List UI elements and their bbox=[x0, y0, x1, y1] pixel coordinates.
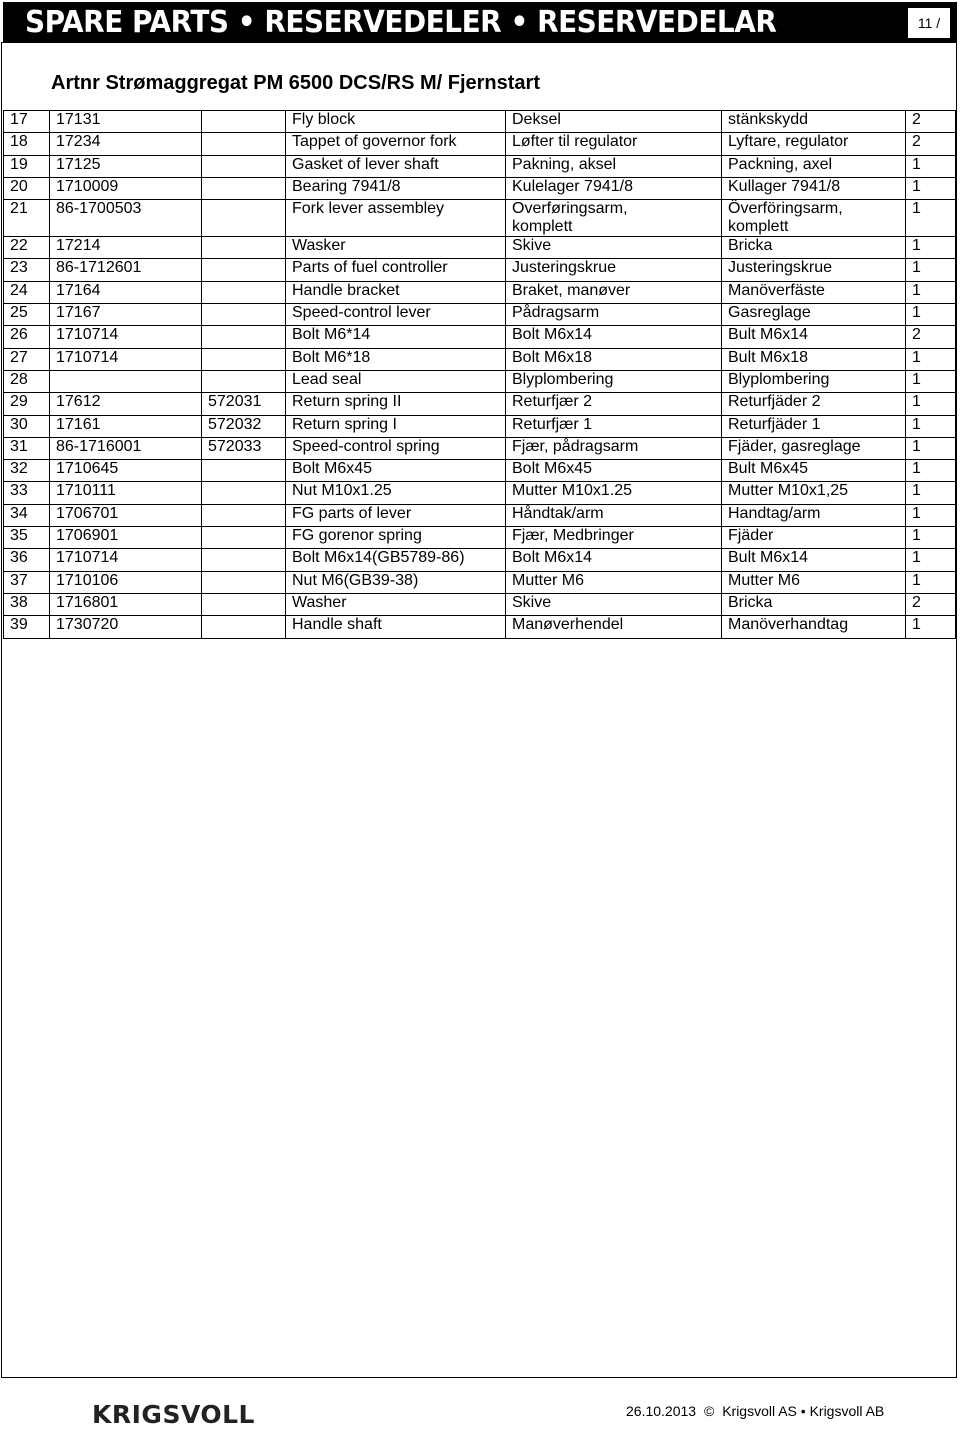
norwegian-cell: Blyplombering bbox=[506, 370, 722, 392]
pos-cell: 39 bbox=[4, 616, 50, 638]
english-cell: Return spring I bbox=[286, 415, 506, 437]
qty-cell: 1 bbox=[906, 259, 956, 281]
english-cell: Handle shaft bbox=[286, 616, 506, 638]
qty-cell: 1 bbox=[906, 571, 956, 593]
pos-cell: 26 bbox=[4, 326, 50, 348]
swedish-cell: Överföringsarm, komplett bbox=[722, 200, 906, 237]
qty-cell: 1 bbox=[906, 304, 956, 326]
artnr-cell: 1730720 bbox=[50, 616, 202, 638]
norwegian-cell: Braket, manøver bbox=[506, 281, 722, 303]
alt-nr-cell: 572031 bbox=[202, 393, 286, 415]
alt-nr-cell bbox=[202, 281, 286, 303]
table-row bbox=[4, 593, 956, 615]
swedish-cell: Blyplombering bbox=[722, 370, 906, 392]
swedish-cell: Bricka bbox=[722, 593, 906, 615]
qty-cell: 1 bbox=[906, 348, 956, 370]
swedish-cell: Manöverfäste bbox=[722, 281, 906, 303]
table-row bbox=[4, 482, 956, 504]
alt-nr-cell bbox=[202, 133, 286, 155]
alt-nr-cell: 572032 bbox=[202, 415, 286, 437]
pos-cell: 28 bbox=[4, 370, 50, 392]
norwegian-cell: Skive bbox=[506, 237, 722, 259]
qty-cell: 1 bbox=[906, 460, 956, 482]
swedish-cell: Fjäder bbox=[722, 527, 906, 549]
krigsvoll-logo bbox=[92, 1399, 255, 1429]
table-row bbox=[4, 326, 956, 348]
artnr-cell: 17125 bbox=[50, 155, 202, 177]
norwegian-cell: Fjær, pådragsarm bbox=[506, 437, 722, 459]
artnr-cell: 1710714 bbox=[50, 348, 202, 370]
english-cell: Tappet of governor fork bbox=[286, 133, 506, 155]
english-cell: Fork lever assembley bbox=[286, 200, 506, 237]
swedish-cell: Kullager 7941/8 bbox=[722, 177, 906, 199]
artnr-cell: 17612 bbox=[50, 393, 202, 415]
table-row bbox=[4, 437, 956, 459]
page-number: 11 / bbox=[907, 7, 951, 39]
swedish-cell: Bult M6x45 bbox=[722, 460, 906, 482]
pos-cell: 30 bbox=[4, 415, 50, 437]
qty-cell: 2 bbox=[906, 326, 956, 348]
alt-nr-cell bbox=[202, 326, 286, 348]
english-cell: Bolt M6*14 bbox=[286, 326, 506, 348]
table-row bbox=[4, 527, 956, 549]
swedish-cell: Mutter M10x1,25 bbox=[722, 482, 906, 504]
norwegian-cell: Håndtak/arm bbox=[506, 504, 722, 526]
norwegian-cell: Manøverhendel bbox=[506, 616, 722, 638]
qty-cell: 1 bbox=[906, 155, 956, 177]
english-cell: Nut M6(GB39-38) bbox=[286, 571, 506, 593]
swedish-cell: Gasreglage bbox=[722, 304, 906, 326]
footer-date: 26.10.2013 bbox=[626, 1403, 697, 1419]
table-row bbox=[4, 415, 956, 437]
pos-cell: 18 bbox=[4, 133, 50, 155]
qty-cell: 1 bbox=[906, 527, 956, 549]
alt-nr-cell bbox=[202, 549, 286, 571]
table-row bbox=[4, 460, 956, 482]
table-row bbox=[4, 133, 956, 155]
alt-nr-cell bbox=[202, 616, 286, 638]
norwegian-cell: Fjær, Medbringer bbox=[506, 527, 722, 549]
norwegian-cell: Løfter til regulator bbox=[506, 133, 722, 155]
qty-cell: 1 bbox=[906, 616, 956, 638]
parts-table-body bbox=[4, 111, 956, 639]
document-title: Artnr Strømaggregat PM 6500 DCS/RS M/ Fjernstart bbox=[51, 72, 540, 94]
qty-cell: 1 bbox=[906, 200, 956, 237]
alt-nr-cell bbox=[202, 370, 286, 392]
english-cell: Washer bbox=[286, 593, 506, 615]
english-cell: FG gorenor spring bbox=[286, 527, 506, 549]
table-row bbox=[4, 616, 956, 638]
norwegian-cell: Pådragsarm bbox=[506, 304, 722, 326]
swedish-cell: Manöverhandtag bbox=[722, 616, 906, 638]
table-row bbox=[4, 200, 956, 237]
alt-nr-cell bbox=[202, 482, 286, 504]
table-row bbox=[4, 348, 956, 370]
pos-cell: 23 bbox=[4, 259, 50, 281]
swedish-cell: stänkskydd bbox=[722, 111, 906, 133]
pos-cell: 31 bbox=[4, 437, 50, 459]
alt-nr-cell bbox=[202, 504, 286, 526]
alt-nr-cell bbox=[202, 593, 286, 615]
artnr-cell: 1710009 bbox=[50, 177, 202, 199]
alt-nr-cell bbox=[202, 304, 286, 326]
alt-nr-cell bbox=[202, 259, 286, 281]
swedish-cell: Packning, axel bbox=[722, 155, 906, 177]
logo-mark-icon bbox=[92, 1399, 255, 1429]
swedish-cell: Justeringskrue bbox=[722, 259, 906, 281]
qty-cell: 2 bbox=[906, 111, 956, 133]
norwegian-cell: Returfjær 1 bbox=[506, 415, 722, 437]
artnr-cell: 86-1712601 bbox=[50, 259, 202, 281]
artnr-cell: 1706901 bbox=[50, 527, 202, 549]
artnr-cell bbox=[50, 370, 202, 392]
qty-cell: 2 bbox=[906, 593, 956, 615]
table-row bbox=[4, 259, 956, 281]
alt-nr-cell: 572033 bbox=[202, 437, 286, 459]
pos-cell: 20 bbox=[4, 177, 50, 199]
swedish-cell: Bult M6x14 bbox=[722, 326, 906, 348]
artnr-cell: 86-1716001 bbox=[50, 437, 202, 459]
artnr-cell: 17234 bbox=[50, 133, 202, 155]
qty-cell: 1 bbox=[906, 437, 956, 459]
english-cell: Wasker bbox=[286, 237, 506, 259]
alt-nr-cell bbox=[202, 177, 286, 199]
pos-cell: 19 bbox=[4, 155, 50, 177]
english-cell: Bolt M6x14(GB5789-86) bbox=[286, 549, 506, 571]
qty-cell: 1 bbox=[906, 177, 956, 199]
alt-nr-cell bbox=[202, 460, 286, 482]
english-cell: Fly block bbox=[286, 111, 506, 133]
qty-cell: 1 bbox=[906, 504, 956, 526]
table-row bbox=[4, 177, 956, 199]
swedish-cell: Fjäder, gasreglage bbox=[722, 437, 906, 459]
norwegian-cell: Bolt M6x14 bbox=[506, 549, 722, 571]
footer-copyright-holders: Krigsvoll AS • Krigsvoll AB bbox=[722, 1403, 885, 1419]
alt-nr-cell bbox=[202, 348, 286, 370]
english-cell: Parts of fuel controller bbox=[286, 259, 506, 281]
pos-cell: 36 bbox=[4, 549, 50, 571]
norwegian-cell: Deksel bbox=[506, 111, 722, 133]
pos-cell: 32 bbox=[4, 460, 50, 482]
english-cell: Nut M10x1.25 bbox=[286, 482, 506, 504]
alt-nr-cell bbox=[202, 200, 286, 237]
table-row bbox=[4, 304, 956, 326]
swedish-cell: Handtag/arm bbox=[722, 504, 906, 526]
pos-cell: 21 bbox=[4, 200, 50, 237]
artnr-cell: 1710714 bbox=[50, 549, 202, 571]
norwegian-cell: Bolt M6x14 bbox=[506, 326, 722, 348]
header-bar bbox=[3, 2, 957, 42]
artnr-cell: 86-1700503 bbox=[50, 200, 202, 237]
table-row bbox=[4, 393, 956, 415]
swedish-cell: Returfjäder 2 bbox=[722, 393, 906, 415]
pos-cell: 38 bbox=[4, 593, 50, 615]
english-cell: Handle bracket bbox=[286, 281, 506, 303]
artnr-cell: 1710106 bbox=[50, 571, 202, 593]
header-title: SPARE PARTS • RESERVEDELER • RESERVEDELAR bbox=[25, 5, 777, 40]
qty-cell: 1 bbox=[906, 415, 956, 437]
norwegian-cell: Overføringsarm, komplett bbox=[506, 200, 722, 237]
qty-cell: 1 bbox=[906, 237, 956, 259]
artnr-cell: 1706701 bbox=[50, 504, 202, 526]
pos-cell: 33 bbox=[4, 482, 50, 504]
parts-table bbox=[3, 110, 956, 639]
artnr-cell: 1716801 bbox=[50, 593, 202, 615]
pos-cell: 22 bbox=[4, 237, 50, 259]
svg-text:KRIGSVOLL: KRIGSVOLL bbox=[92, 1400, 255, 1429]
english-cell: Gasket of lever shaft bbox=[286, 155, 506, 177]
qty-cell: 1 bbox=[906, 482, 956, 504]
swedish-cell: Lyftare, regulator bbox=[722, 133, 906, 155]
table-row bbox=[4, 155, 956, 177]
norwegian-cell: Pakning, aksel bbox=[506, 155, 722, 177]
pos-cell: 27 bbox=[4, 348, 50, 370]
english-cell: Return spring II bbox=[286, 393, 506, 415]
english-cell: Speed-control spring bbox=[286, 437, 506, 459]
table-row bbox=[4, 571, 956, 593]
alt-nr-cell bbox=[202, 527, 286, 549]
english-cell: Bolt M6*18 bbox=[286, 348, 506, 370]
alt-nr-cell bbox=[202, 237, 286, 259]
qty-cell: 2 bbox=[906, 133, 956, 155]
artnr-cell: 1710111 bbox=[50, 482, 202, 504]
pos-cell: 34 bbox=[4, 504, 50, 526]
norwegian-cell: Skive bbox=[506, 593, 722, 615]
table-row bbox=[4, 281, 956, 303]
copyright-icon: © bbox=[703, 1403, 715, 1419]
norwegian-cell: Kulelager 7941/8 bbox=[506, 177, 722, 199]
swedish-cell: Returfjäder 1 bbox=[722, 415, 906, 437]
pos-cell: 17 bbox=[4, 111, 50, 133]
qty-cell: 1 bbox=[906, 549, 956, 571]
norwegian-cell: Bolt M6x18 bbox=[506, 348, 722, 370]
pos-cell: 29 bbox=[4, 393, 50, 415]
pos-cell: 25 bbox=[4, 304, 50, 326]
english-cell: Speed-control lever bbox=[286, 304, 506, 326]
alt-nr-cell bbox=[202, 571, 286, 593]
table-row bbox=[4, 237, 956, 259]
pos-cell: 24 bbox=[4, 281, 50, 303]
norwegian-cell: Bolt M6x45 bbox=[506, 460, 722, 482]
english-cell: Bearing 7941/8 bbox=[286, 177, 506, 199]
artnr-cell: 17131 bbox=[50, 111, 202, 133]
norwegian-cell: Mutter M10x1.25 bbox=[506, 482, 722, 504]
swedish-cell: Bult M6x18 bbox=[722, 348, 906, 370]
qty-cell: 1 bbox=[906, 370, 956, 392]
table-row bbox=[4, 504, 956, 526]
table-row bbox=[4, 111, 956, 133]
table-row bbox=[4, 549, 956, 571]
footer-text bbox=[626, 1403, 884, 1419]
table-row bbox=[4, 370, 956, 392]
artnr-cell: 17167 bbox=[50, 304, 202, 326]
swedish-cell: Bricka bbox=[722, 237, 906, 259]
alt-nr-cell bbox=[202, 111, 286, 133]
norwegian-cell: Mutter M6 bbox=[506, 571, 722, 593]
artnr-cell: 17214 bbox=[50, 237, 202, 259]
english-cell: Lead seal bbox=[286, 370, 506, 392]
norwegian-cell: Justeringskrue bbox=[506, 259, 722, 281]
artnr-cell: 1710714 bbox=[50, 326, 202, 348]
qty-cell: 1 bbox=[906, 393, 956, 415]
artnr-cell: 1710645 bbox=[50, 460, 202, 482]
pos-cell: 35 bbox=[4, 527, 50, 549]
artnr-cell: 17164 bbox=[50, 281, 202, 303]
qty-cell: 1 bbox=[906, 281, 956, 303]
norwegian-cell: Returfjær 2 bbox=[506, 393, 722, 415]
swedish-cell: Mutter M6 bbox=[722, 571, 906, 593]
pos-cell: 37 bbox=[4, 571, 50, 593]
artnr-cell: 17161 bbox=[50, 415, 202, 437]
swedish-cell: Bult M6x14 bbox=[722, 549, 906, 571]
english-cell: FG parts of lever bbox=[286, 504, 506, 526]
alt-nr-cell bbox=[202, 155, 286, 177]
english-cell: Bolt M6x45 bbox=[286, 460, 506, 482]
